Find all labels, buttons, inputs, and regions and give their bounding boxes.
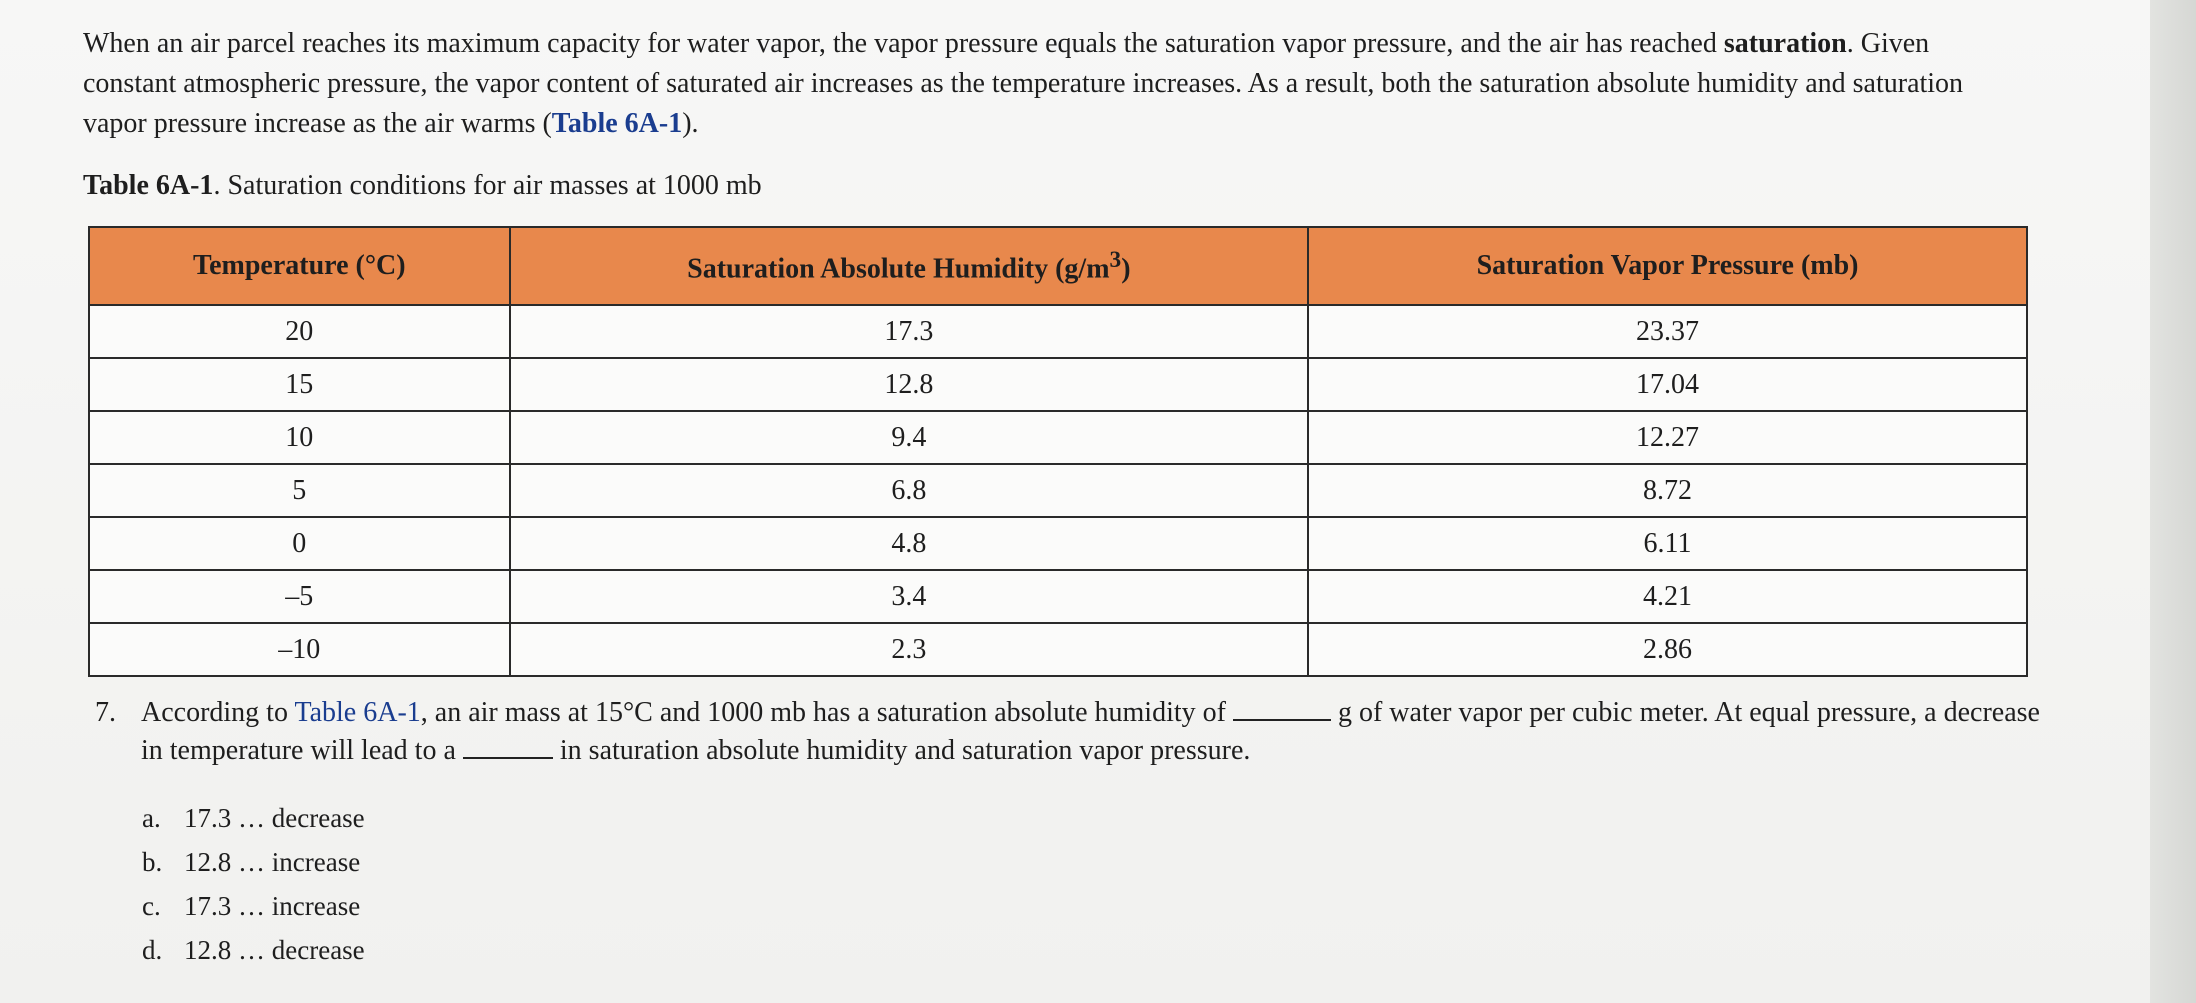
header-temperature: Temperature (°C)	[89, 227, 510, 305]
intro-text-2: . Given constant atmospheric pressure, the vapor content of saturated air increases as the temperature increases. As a result, both the saturation absolute humidity and saturation vapor pressure increase as the air warms (	[83, 28, 1964, 139]
cell-humidity: 2.3	[510, 623, 1308, 676]
option-b[interactable]	[142, 840, 365, 884]
cell-pressure: 2.86	[1308, 623, 2027, 676]
question-number: 7.	[95, 697, 116, 728]
cell-pressure: 8.72	[1308, 464, 2027, 517]
cell-pressure: 12.27	[1308, 411, 2027, 464]
option-text: 17.3 … decrease	[184, 803, 365, 833]
cell-pressure: 4.21	[1308, 570, 2027, 623]
header-vapor-pressure: Saturation Vapor Pressure (mb)	[1308, 227, 2027, 305]
cell-humidity: 17.3	[510, 305, 1308, 358]
question-text	[141, 694, 2041, 770]
option-text: 12.8 … decrease	[184, 935, 365, 965]
option-text: 17.3 … increase	[184, 891, 361, 921]
table-header-row	[89, 227, 2027, 305]
intro-table-reference[interactable]: Table 6A-1	[551, 108, 683, 139]
cell-pressure: 23.37	[1308, 305, 2027, 358]
question-text-1: According to	[141, 697, 295, 728]
header-absolute-humidity-text: Saturation Absolute Humidity (g/m	[687, 253, 1110, 285]
header-close-paren: )	[1121, 253, 1131, 285]
answer-blank-2	[463, 733, 553, 759]
page-edge	[2150, 0, 2196, 1003]
table-row	[89, 464, 2027, 517]
cell-humidity: 4.8	[510, 517, 1308, 570]
cell-humidity: 6.8	[510, 464, 1308, 517]
intro-text-1: When an air parcel reaches its maximum capacity for water vapor, the vapor pressure equals the saturation vapor pressure, and the air has reached	[83, 28, 1724, 59]
option-letter: d.	[142, 935, 163, 965]
option-letter: a.	[142, 803, 161, 833]
cell-temperature: 15	[89, 358, 510, 411]
table-row	[89, 358, 2027, 411]
cell-temperature: 0	[89, 517, 510, 570]
answer-blank-1	[1233, 695, 1331, 721]
header-absolute-humidity	[510, 227, 1308, 305]
table-row	[89, 623, 2027, 676]
table-row	[89, 305, 2027, 358]
cell-pressure: 6.11	[1308, 517, 2027, 570]
option-letter: b.	[142, 847, 163, 877]
option-c[interactable]	[142, 884, 365, 928]
table-caption	[83, 170, 762, 202]
cell-temperature: 10	[89, 411, 510, 464]
option-text: 12.8 … increase	[184, 847, 361, 877]
question-table-reference[interactable]: Table 6A-1	[294, 697, 421, 728]
saturation-table	[88, 226, 2028, 677]
question-text-2: , an air mass at 15°C and 1000 mb has a saturation absolute humidity of	[420, 697, 1233, 728]
cell-temperature: –10	[89, 623, 510, 676]
table-caption-label: Table 6A-1	[83, 170, 214, 201]
question-text-4: in saturation absolute humidity and saturation vapor pressure.	[552, 735, 1251, 766]
header-superscript: 3	[1109, 246, 1122, 273]
cell-temperature: 20	[89, 305, 510, 358]
cell-humidity: 3.4	[510, 570, 1308, 623]
cell-temperature: –5	[89, 570, 510, 623]
question-text-3: g of water vapor per cubic meter. At equal pressure, a decrease in temperature will lead to a	[141, 697, 2040, 766]
intro-paragraph	[83, 24, 2013, 144]
table-row	[89, 517, 2027, 570]
answer-options	[142, 796, 365, 972]
option-a[interactable]	[142, 796, 365, 840]
intro-text-3: ).	[682, 108, 699, 139]
cell-humidity: 9.4	[510, 411, 1308, 464]
cell-humidity: 12.8	[510, 358, 1308, 411]
option-d[interactable]	[142, 928, 365, 972]
table-row	[89, 570, 2027, 623]
table-caption-text: . Saturation conditions for air masses at 1000 mb	[213, 170, 762, 201]
intro-bold-term: saturation	[1723, 28, 1847, 59]
cell-temperature: 5	[89, 464, 510, 517]
cell-pressure: 17.04	[1308, 358, 2027, 411]
option-letter: c.	[142, 891, 161, 921]
table-row	[89, 411, 2027, 464]
